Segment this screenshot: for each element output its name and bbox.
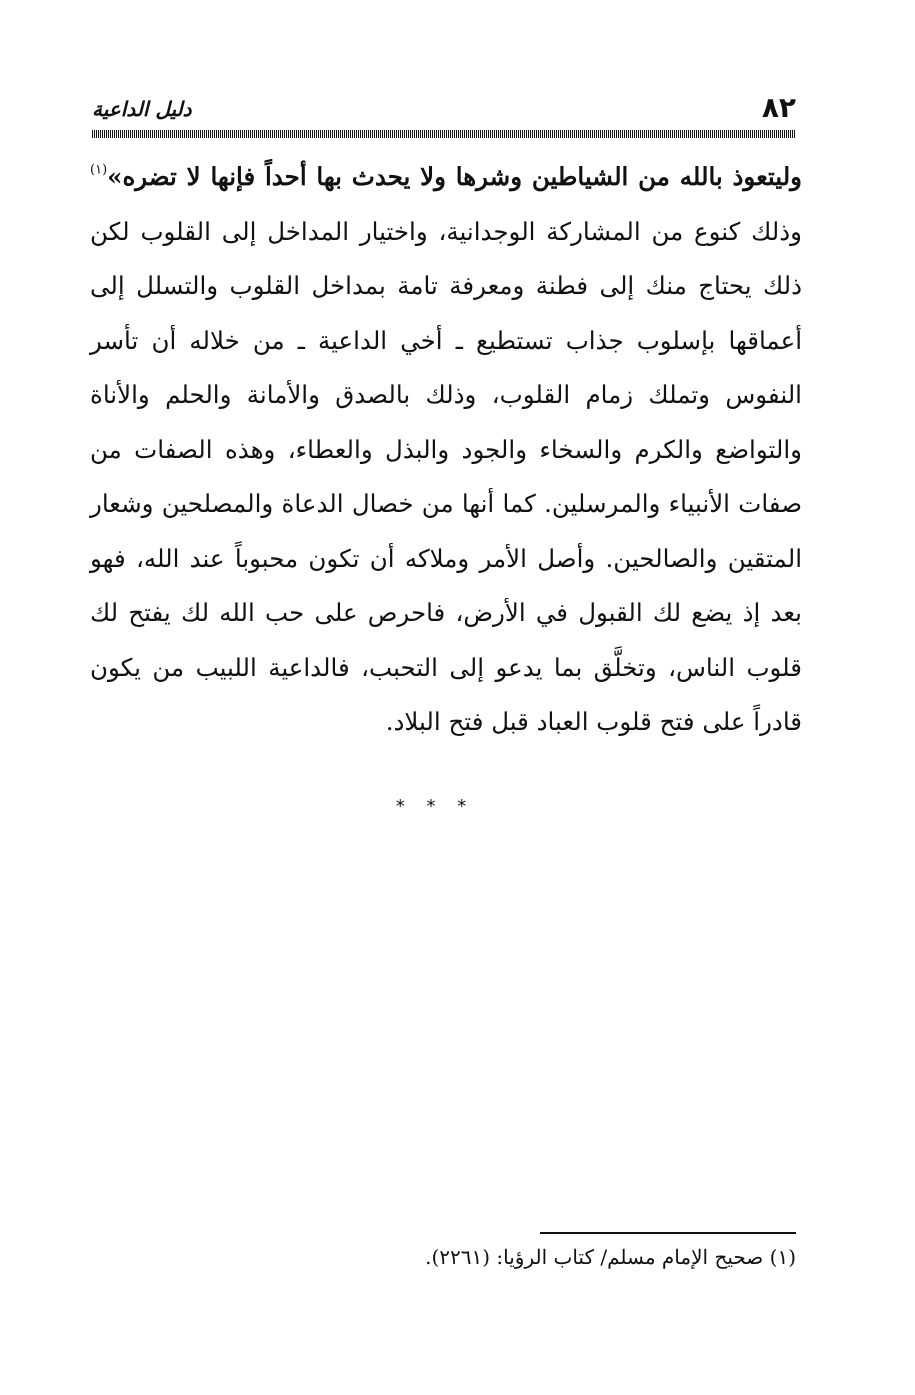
running-title: دليل الداعية bbox=[92, 97, 192, 121]
page-number: ٨٢ bbox=[761, 91, 796, 124]
header-rule bbox=[92, 130, 796, 138]
footnote: (١) صحيح الإمام مسلم/ كتاب الرؤيا: (٢٢٦١). bbox=[425, 1245, 796, 1269]
quoted-hadith-ending: وليتعوذ بالله من الشياطين وشرها ولا يحدث بها أحداً فإنها لا تضره» bbox=[107, 162, 802, 191]
footnote-reference: (١) bbox=[90, 162, 108, 178]
section-separator: * * * bbox=[395, 796, 475, 817]
page-header bbox=[92, 88, 796, 128]
paragraph-text: وذلك كنوع من المشاركة الوجدانية، واختيار المداخل إلى القلوب لكن ذلك يحتاج منك إلى فطنة ومعرفة تامة بمداخل القلوب والتسلل إلى أعماقها بإسلوب جذاب تستطيع ـ أخي الداعية ـ من خلاله أن تأسر النفوس وتملك زمام القلوب، وذلك بالصدق والأمانة والحلم والأناة والتواضع والكرم والسخاء والجود والبذل والعطاء، وهذه الصفات من صفات الأنبياء والمرسلين. كما أنها من خصال الدعاة والمصلحين وشعار المتقين والصالحين. وأصل الأمر وملاكه أن تكون محبوباً عند الله، فهو بعد إذ يضع لك القبول في الأرض، فاحرص على حب الله لك يفتح لك قلوب الناس، وتخلَّق بما يدعو إلى التحبب، فالداعية اللبيب من يكون قادراً على فتح قلوب العباد قبل فتح البلاد. bbox=[90, 216, 802, 736]
main-paragraph bbox=[90, 150, 802, 750]
footnote-rule bbox=[540, 1232, 796, 1234]
